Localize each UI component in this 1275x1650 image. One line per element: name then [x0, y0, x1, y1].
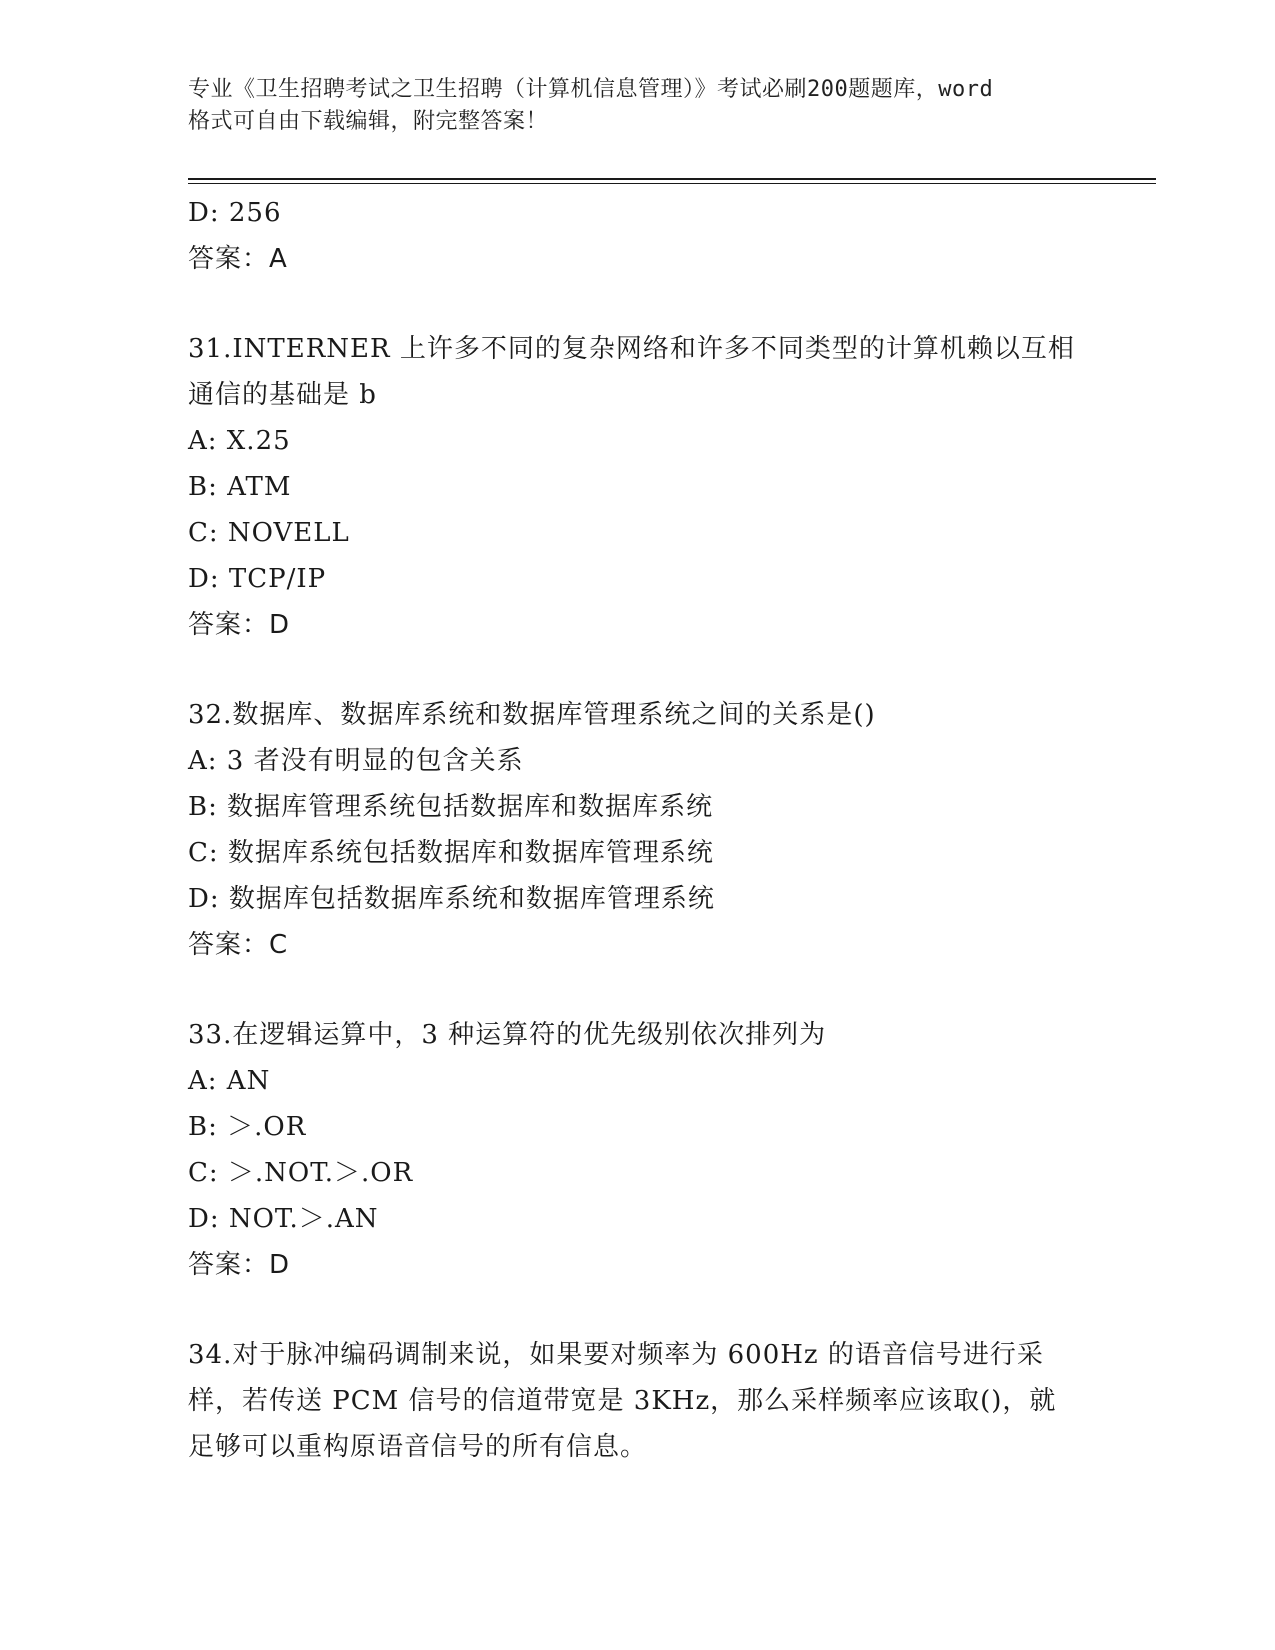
- option-b: B: ＞.OR: [188, 1112, 307, 1142]
- option-d: D: NOT.＞.AN: [188, 1204, 379, 1234]
- option-a: A: X.25: [188, 426, 291, 456]
- answer-line: 答案：A: [188, 244, 288, 274]
- answer-line: 答案：C: [188, 930, 289, 960]
- option-a: A: 3 者没有明显的包含关系: [188, 746, 524, 776]
- question-block-32: [188, 692, 1088, 968]
- option-d: D: TCP/IP: [188, 564, 327, 594]
- option-b: B: 数据库管理系统包括数据库和数据库系统: [188, 792, 714, 822]
- option-c: C: NOVELL: [188, 518, 350, 548]
- question-text-cont: 足够可以重构原语音信号的所有信息。: [188, 1432, 648, 1462]
- question-block-31: [188, 326, 1088, 648]
- question-block-prev: [188, 190, 1088, 282]
- answer-line: 答案：D: [188, 610, 291, 640]
- option-b: B: ATM: [188, 472, 292, 502]
- question-text: 32.数据库、数据库系统和数据库管理系统之间的关系是(): [188, 700, 876, 730]
- header-divider: [188, 178, 1156, 180]
- page-header: [188, 74, 1088, 138]
- option-d: D: 256: [188, 198, 282, 228]
- question-list: [188, 190, 1088, 1470]
- option-c: C: 数据库系统包括数据库和数据库管理系统: [188, 838, 714, 868]
- question-block-33: [188, 1012, 1088, 1288]
- option-c: C: ＞.NOT.＞.OR: [188, 1158, 414, 1188]
- header-line-2: 格式可自由下载编辑，附完整答案！: [188, 109, 549, 134]
- answer-line: 答案：D: [188, 1250, 291, 1280]
- header-line-1: 专业《卫生招聘考试之卫生招聘（计算机信息管理）》考试必刷200题题库，word: [188, 77, 994, 102]
- question-text-cont: 样，若传送 PCM 信号的信道带宽是 3KHz，那么采样频率应该取()，就: [188, 1386, 1057, 1416]
- question-text: 31.INTERNER 上许多不同的复杂网络和许多不同类型的计算机赖以互相: [188, 334, 1075, 364]
- header-divider-thin: [188, 183, 1156, 184]
- option-a: A: AN: [188, 1066, 271, 1096]
- question-text: 33.在逻辑运算中，3 种运算符的优先级别依次排列为: [188, 1020, 827, 1050]
- option-d: D: 数据库包括数据库系统和数据库管理系统: [188, 884, 715, 914]
- question-text: 34.对于脉冲编码调制来说，如果要对频率为 600Hz 的语音信号进行采: [188, 1340, 1044, 1370]
- question-block-34: [188, 1332, 1088, 1470]
- question-text-cont: 通信的基础是 b: [188, 380, 377, 410]
